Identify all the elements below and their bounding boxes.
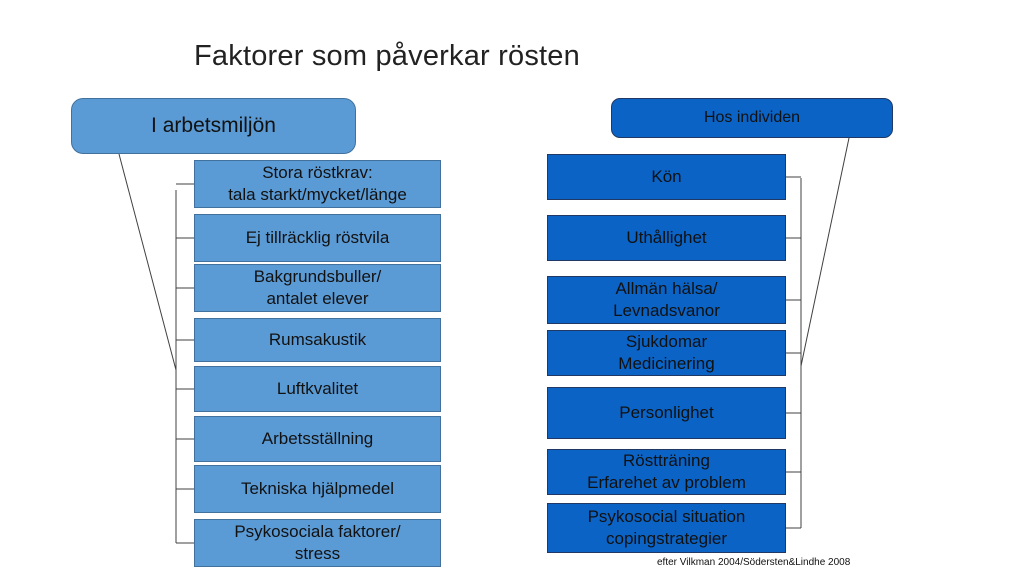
left-factor-text xyxy=(228,162,407,206)
left-factor-box xyxy=(194,318,441,362)
left-factor-line: Stora röstkrav: xyxy=(262,163,373,182)
left-factor-line: stress xyxy=(294,544,341,563)
left-factor-text xyxy=(262,428,374,450)
right-factor-text xyxy=(587,450,746,494)
left-factor-line: Tekniska hjälpmedel xyxy=(240,479,395,498)
left-factor-line: Bakgrundsbuller/ xyxy=(253,267,382,286)
right-factor-box xyxy=(547,503,786,553)
right-factor-line: Sjukdomar xyxy=(625,332,708,351)
left-factor-line: Rumsakustik xyxy=(268,330,367,349)
right-factor-box xyxy=(547,330,786,376)
left-factor-line: tala starkt/mycket/länge xyxy=(228,185,407,204)
left-factor-line: Psykosociala faktorer/ xyxy=(234,522,401,541)
left-factor-text xyxy=(269,329,366,351)
left-factor-box xyxy=(194,366,441,412)
right-factor-text xyxy=(651,166,681,188)
right-factor-text xyxy=(613,278,720,322)
right-factor-line: Uthållighet xyxy=(626,228,707,247)
right-tick-connectors xyxy=(786,177,801,528)
left-factor-text xyxy=(277,378,358,400)
right-factor-line: Medicinering xyxy=(618,354,715,373)
left-group-header: I arbetsmiljön xyxy=(71,98,356,154)
left-diagonal-connector xyxy=(119,154,176,370)
right-factor-box xyxy=(547,154,786,200)
right-factor-text xyxy=(626,227,706,249)
right-diagonal-connector xyxy=(801,138,849,366)
right-factor-box xyxy=(547,215,786,261)
left-factor-line: Arbetsställning xyxy=(261,429,374,448)
left-factor-line: antalet elever xyxy=(266,289,369,308)
left-factor-box xyxy=(194,160,441,208)
left-factor-box xyxy=(194,264,441,312)
right-factor-box xyxy=(547,387,786,439)
right-factor-box xyxy=(547,276,786,324)
right-factor-line: Röstträning xyxy=(623,451,710,470)
right-group-header: Hos individen xyxy=(611,98,893,138)
right-factor-line: Kön xyxy=(651,167,682,186)
source-citation: efter Vilkman 2004/Södersten&Lindhe 2008 xyxy=(657,557,851,568)
right-factor-line: Allmän hälsa/ xyxy=(615,279,718,298)
right-factor-line: Personlighet xyxy=(619,403,714,422)
right-factor-line: Psykosocial situation xyxy=(587,507,746,526)
left-factor-text xyxy=(254,266,382,310)
right-factor-line: Levnadsvanor xyxy=(613,301,720,320)
right-factor-text xyxy=(588,506,746,550)
left-factor-text xyxy=(246,227,390,249)
left-tick-connectors xyxy=(176,184,194,543)
left-factor-text xyxy=(234,521,400,565)
left-factor-text xyxy=(241,478,394,500)
left-factor-box xyxy=(194,214,441,262)
left-factor-box xyxy=(194,465,441,513)
left-factor-box xyxy=(194,519,441,567)
left-factor-line: Luftkvalitet xyxy=(276,379,359,398)
right-factor-box xyxy=(547,449,786,495)
right-factor-line: copingstrategier xyxy=(606,529,727,548)
left-factor-line: Ej tillräcklig röstvila xyxy=(245,228,390,247)
right-factor-line: Erfarehet av problem xyxy=(587,473,746,492)
right-factor-text xyxy=(619,402,714,424)
right-factor-text xyxy=(618,331,714,375)
page-title: Faktorer som påverkar rösten xyxy=(194,40,580,72)
left-factor-box xyxy=(194,416,441,462)
